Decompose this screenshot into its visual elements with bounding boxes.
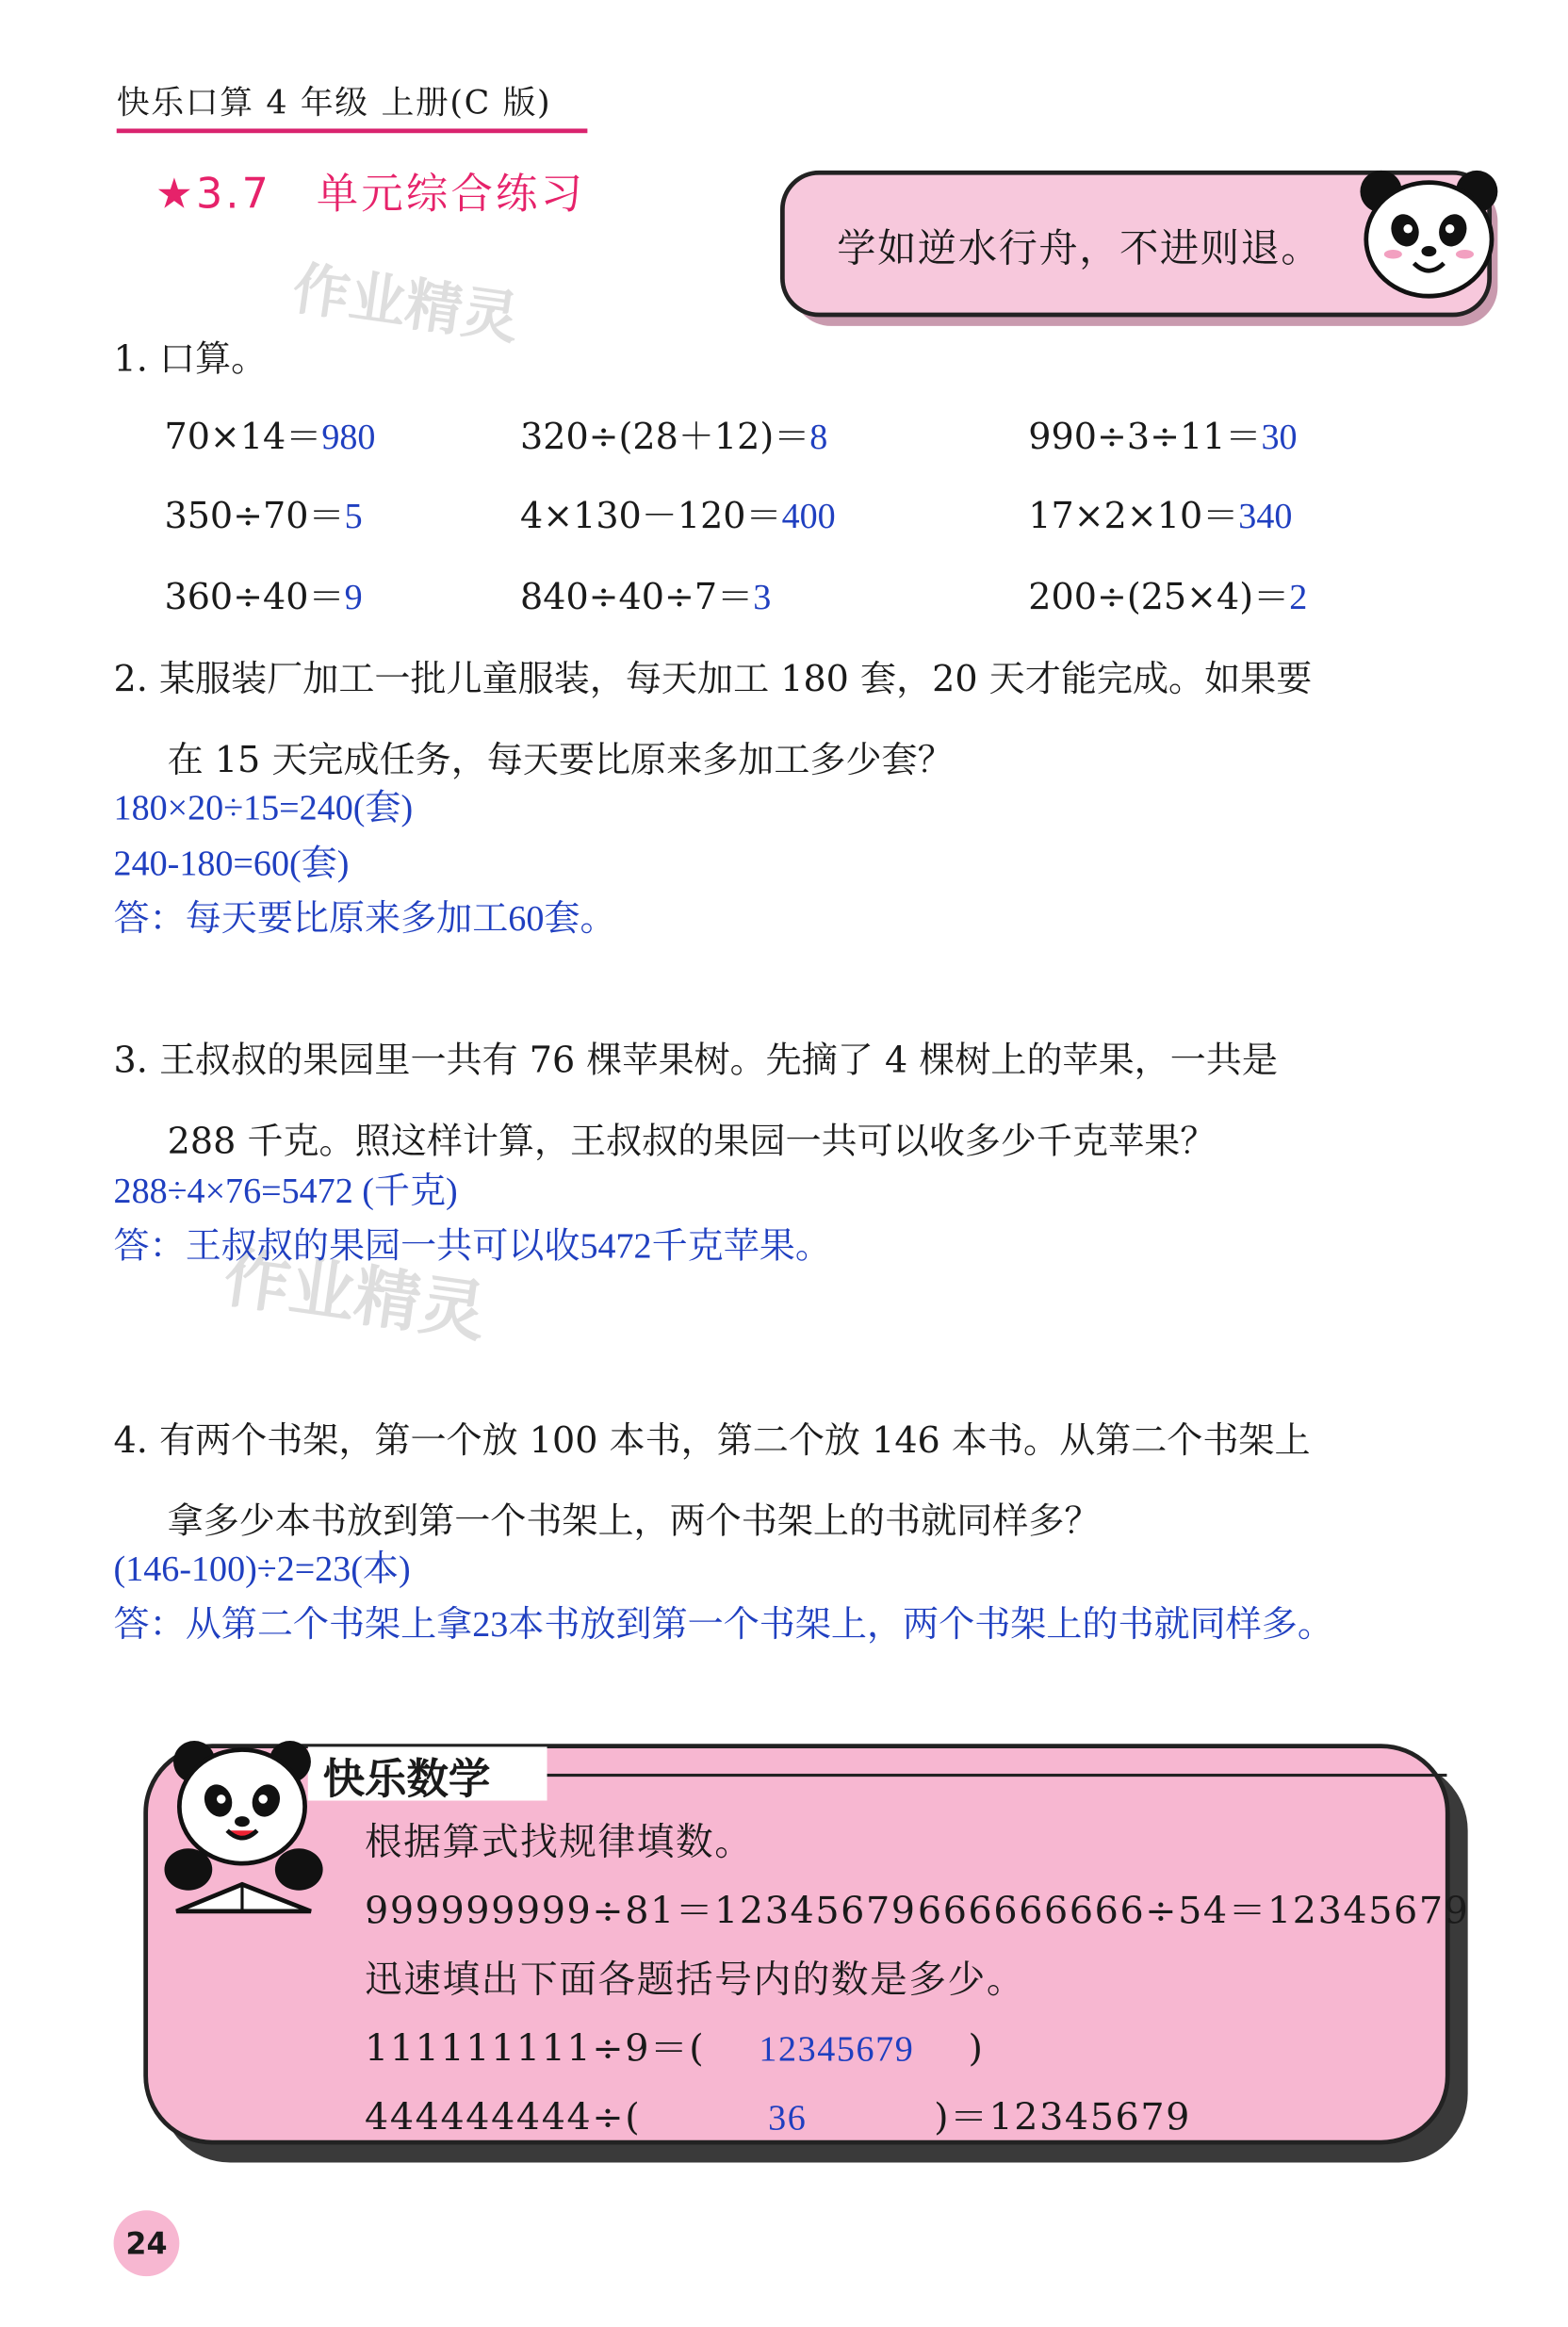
q1-item-3: 990÷3÷11＝30 xyxy=(1028,416,1298,458)
q2-text-line1: 2. 某服装厂加工一批儿童服装，每天加工 180 套，20 天才能完成。如果要 xyxy=(113,658,1313,700)
q1-answer-4: 5 xyxy=(344,498,363,537)
q3-text-line2: 288 千克。照这样计算，王叔叔的果园一共可以收多少千克苹果？ xyxy=(167,1120,1217,1162)
happy-math-problem-2: 444444444÷( 36 )＝12345679 xyxy=(365,2095,1191,2139)
q1-answer-5: 400 xyxy=(781,498,836,537)
q1-answer-9: 2 xyxy=(1289,579,1308,618)
q1-item-7: 360÷40＝9 xyxy=(164,575,363,618)
q1-item-6: 17×2×10＝340 xyxy=(1028,495,1293,537)
happy-math-example-1: 999999999÷81＝12345679 xyxy=(365,1889,917,1933)
watermark-2: 作业精灵 xyxy=(219,1239,491,1352)
q1-item-2: 320÷(28＋12)＝8 xyxy=(519,416,828,458)
q3-answer-2: 答：王叔叔的果园一共可以收5472千克苹果。 xyxy=(113,1227,831,1268)
happy-math-example-2: 666666666÷54＝12345679 xyxy=(917,1889,1470,1933)
q1-item-1: 70×14＝980 xyxy=(164,416,376,458)
header-rule xyxy=(117,128,588,133)
q4-answer-1: (146-100)÷2=23(本) xyxy=(113,1550,411,1590)
q1-item-5: 4×130－120＝400 xyxy=(519,495,836,537)
q1-answer-8: 3 xyxy=(753,579,772,618)
q1-item-4: 350÷70＝5 xyxy=(164,495,363,537)
q4-text-line1: 4. 有两个书架，第一个放 100 本书，第二个放 146 本书。从第二个书架上 xyxy=(113,1418,1311,1462)
q1-answer-6: 340 xyxy=(1238,498,1293,537)
happy-math-title: 快乐数学 xyxy=(322,1754,491,1804)
section-title: ★3.7 单元综合练习 xyxy=(155,169,586,219)
happy-math-answer-2: 36 xyxy=(768,2099,808,2139)
q2-text-line2: 在 15 天完成任务，每天要比原来多加工多少套？ xyxy=(167,738,954,781)
q1-answer-3: 30 xyxy=(1261,418,1298,458)
q3-answer-1: 288÷4×76=5472 (千克) xyxy=(113,1172,458,1212)
book-header: 快乐口算 4 年级 上册(C 版) xyxy=(116,85,552,123)
q2-answer-2: 240-180=60(套) xyxy=(113,844,350,884)
q1-answer-2: 8 xyxy=(809,418,828,458)
watermark-1: 作业精灵 xyxy=(288,254,523,352)
happy-math-title-rule xyxy=(547,1774,1447,1777)
panda-reading-icon xyxy=(161,1735,325,1921)
q1-answer-1: 980 xyxy=(321,418,376,458)
page-number: 24 xyxy=(114,2210,180,2276)
motto-text: 学如逆水行舟，不进则退。 xyxy=(837,227,1322,272)
panda-icon xyxy=(1354,165,1504,303)
q4-text-line2: 拿多少本书放到第一个书架上，两个书架上的书就同样多？ xyxy=(167,1499,1101,1542)
q2-answer-3: 答：每天要比原来多加工60套。 xyxy=(113,900,616,940)
q1-answer-7: 9 xyxy=(344,579,363,618)
q2-answer-1: 180×20÷15=240(套) xyxy=(113,789,414,829)
happy-math-line-3: 迅速填出下面各题括号内的数是多少。 xyxy=(365,1958,1026,2002)
q4-answer-2: 答：从第二个书架上拿23本书放到第一个书架上，两个书架上的书就同样多。 xyxy=(113,1606,1333,1646)
q3-text-line1: 3. 王叔叔的果园里一共有 76 棵苹果树。先摘了 4 棵树上的苹果，一共是 xyxy=(113,1039,1278,1082)
happy-math-answer-1: 12345679 xyxy=(759,2030,915,2071)
q1-item-8: 840÷40÷7＝3 xyxy=(519,575,772,618)
q1-item-9: 200÷(25×4)＝2 xyxy=(1028,575,1308,618)
q1-label: 1. 口算。 xyxy=(113,337,268,381)
happy-math-problem-1: 111111111÷9＝( 12345679 ) xyxy=(365,2026,985,2071)
happy-math-line-1: 根据算式找规律填数。 xyxy=(365,1820,754,1864)
